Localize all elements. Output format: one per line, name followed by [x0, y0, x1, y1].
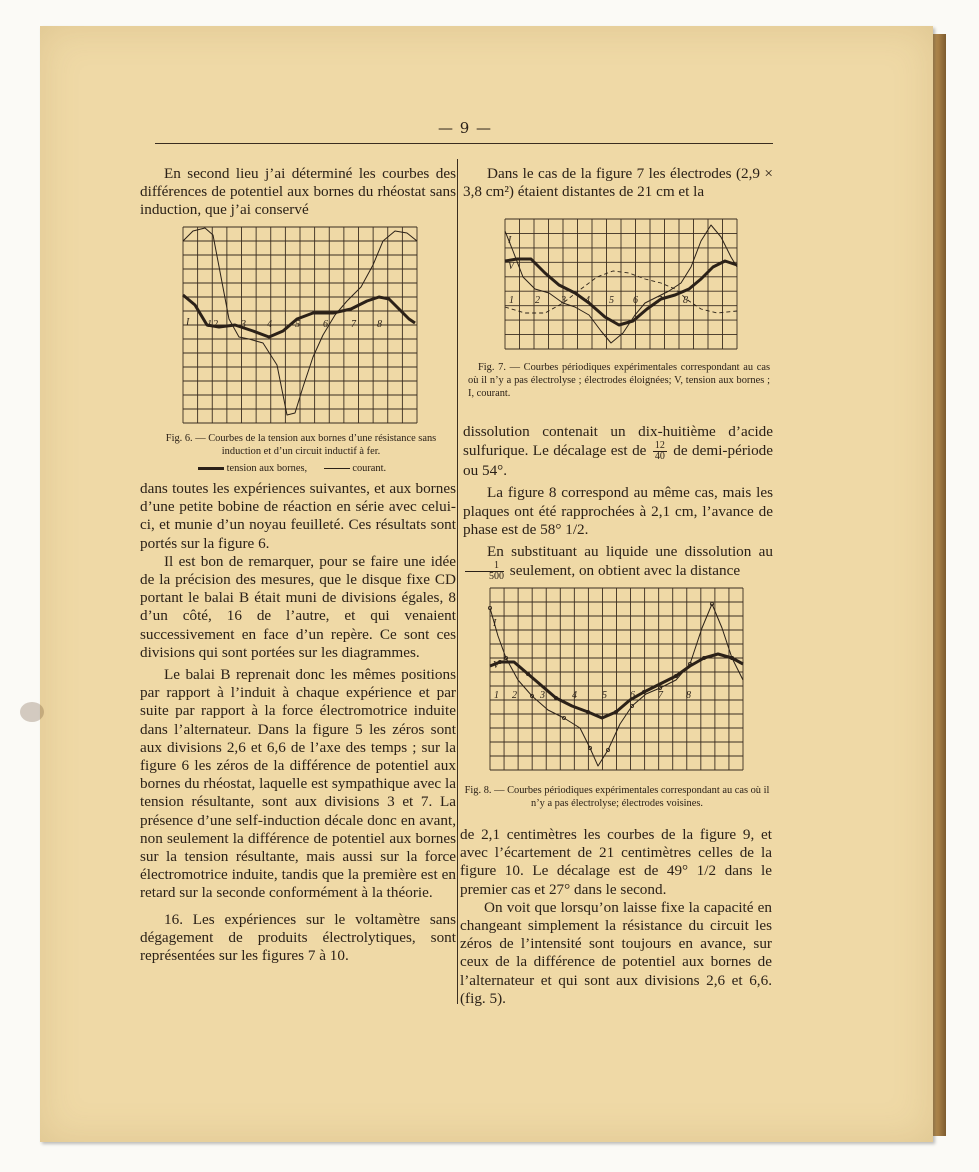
division-label: 5: [609, 295, 614, 306]
thin-line-swatch: [324, 468, 350, 469]
paragraph: de 2,1 centimètres les courbes de la figure 9, et avec l’écartement de 21 centimètres celles de la figure 10. Le décalage est de 49° 1/2 dans le premier cas et 27° dans le second.: [460, 826, 772, 898]
axis-label-v: V: [493, 660, 500, 671]
division-label: 3: [241, 319, 246, 330]
paragraph: On voit que lorsqu’on laisse fixe la capacité en changeant simplement la résistance du circuit les zéros de l’intensité sont toujours en avance, sur ceux de la différence de potentiel aux bornes de l’alternateur et qui sont aux divisions 2,6 et 6,6. (fig. 5).: [460, 898, 772, 1007]
text-run: En substituant au liquide une dissolution au: [487, 543, 773, 561]
figure-7-caption: Fig. 7. — Courbes périodiques expérimentales correspondant au cas où il n’y a pas électrolyse ; électrodes éloignées; V, tension aux bornes ; I, courant.: [468, 362, 770, 399]
left-body-text: [140, 480, 456, 965]
division-label: 8: [683, 295, 688, 306]
tension-curve: [183, 295, 415, 337]
fraction-denominator: 500: [489, 571, 504, 583]
text-run: de demi-période ou 54°.: [463, 442, 774, 480]
division-label: 8: [686, 690, 691, 701]
fraction-denominator: 40: [654, 451, 665, 463]
division-label: 3: [561, 295, 566, 306]
division-label: 2: [512, 690, 517, 701]
column-divider: [457, 159, 458, 1004]
axis-label-i: I: [493, 618, 497, 629]
right-top-text: [463, 165, 773, 201]
grid-lines: [490, 588, 743, 770]
paragraph: La figure 8 correspond au même cas, mais les plaques ont été rapprochées à 2,1 cm, l’avance de phase est de 58° 1/2.: [463, 484, 773, 538]
paragraph: En second lieu j’ai déterminé les courbes des différences de potentiel aux bornes du rhéostat sans induction, que j’ai conservé: [140, 165, 456, 219]
page-number: — 9 —: [437, 119, 493, 137]
division-label: 4: [267, 319, 272, 330]
text-run: dissolution contenait un dix-huitième d’acide sulfurique. Le décalage est de: [463, 423, 773, 460]
division-label: 7: [658, 690, 663, 701]
right-mid-text: [463, 423, 773, 582]
paragraph: Dans le cas de la figure 7 les électrodes (2,9 × 3,8 cm²) étaient distantes de 21 cm et la: [463, 165, 773, 201]
page-tear: [20, 702, 44, 722]
division-label: 5: [295, 319, 300, 330]
figure-6-caption: Fig. 6. — Courbes de la tension aux bornes d’une résistance sans induction et d’un circuit inductif à fer.: [165, 433, 437, 457]
axis-label-i: I: [508, 235, 512, 246]
paragraph: 16. Les expériences sur le voltamètre sans dégagement de produits électrolytiques, sont représentées sur les figures 7 à 10.: [140, 910, 456, 965]
division-label: 7: [351, 319, 356, 330]
axis-label-v: V: [508, 261, 515, 272]
division-label: 1: [494, 690, 499, 701]
division-label: 4: [572, 690, 577, 701]
thick-line-swatch: [198, 467, 224, 470]
paragraph: Le balai B reprenait donc les mêmes positions par rapport à l’induit à chaque expérience et par suite par rapport à la force électromotrice induite dans l’alternateur. Dans la figure 5 les zéros sont aux divisions 2,6 et 6,6 de l’axe des temps ; sur la figure 6 les zéros de la différence de potentiel aux bornes du rhéostat, laquelle est sympathique avec la tension résultante, sont aux divisions 3 et 7. La présence d’une self-induction décale donc en avant, non seulement la différence de potentiel aux bornes sur la tension résultante, mais aussi sur la force électromotrice induite, tandis que la première est en retard sur la seconde conformément à la théorie.: [140, 666, 456, 902]
division-label: 6: [630, 690, 635, 701]
division-label: 2: [535, 295, 540, 306]
left-top-text: [140, 165, 456, 220]
right-bottom-text: [460, 826, 772, 1008]
text-run: seulement, on obtient avec la distance: [509, 562, 741, 580]
header-rule: [155, 143, 773, 144]
paragraph: Il est bon de remarquer, pour se faire une idée de la précision des mesures, que le disque fixe CD portant le balai B était muni de divisions égales, 8 d’un côté, 16 de l’autre, et qui venaient successivement en face d’un repère. Ce sont ces divisions qui sont portées sur les diagrammes.: [140, 552, 456, 661]
division-label: 1: [207, 319, 212, 330]
figure-6-legend: [198, 463, 386, 474]
division-label: 1: [509, 295, 514, 306]
paragraph: [463, 543, 773, 582]
division-label: 2: [213, 319, 218, 330]
figure-8-diagram: [490, 588, 743, 770]
figure-7-diagram: [505, 219, 737, 349]
fraction-numerator: 1: [465, 561, 504, 572]
paragraph: [463, 423, 773, 480]
division-label: 7: [657, 295, 662, 306]
legend-tension: tension aux bornes,: [226, 463, 308, 474]
division-label: 6: [633, 295, 638, 306]
division-label: 6: [323, 319, 328, 330]
fraction-numerator: 12: [654, 440, 665, 452]
division-label: 8: [377, 319, 382, 330]
paragraph: dans toutes les expériences suivantes, et aux bornes d’une petite bobine de réaction en série avec celui-ci, et munie d’un noyau feuilleté. Ces résultats sont portés sur la figure 6.: [140, 480, 456, 552]
fraction-1-500: [465, 561, 504, 582]
legend-courant: courant.: [352, 463, 387, 474]
division-label: 4: [585, 295, 590, 306]
figure-6-diagram: [183, 227, 417, 423]
division-label: 5: [602, 690, 607, 701]
division-label: 3: [540, 690, 545, 701]
fraction-12-40: [653, 441, 667, 462]
figure-8-caption: Fig. 8. — Courbes périodiques expérimentales correspondant au cas où il n’y a pas électrolyse; électrodes voisines.: [464, 785, 770, 809]
axis-label-i: I: [186, 317, 190, 328]
